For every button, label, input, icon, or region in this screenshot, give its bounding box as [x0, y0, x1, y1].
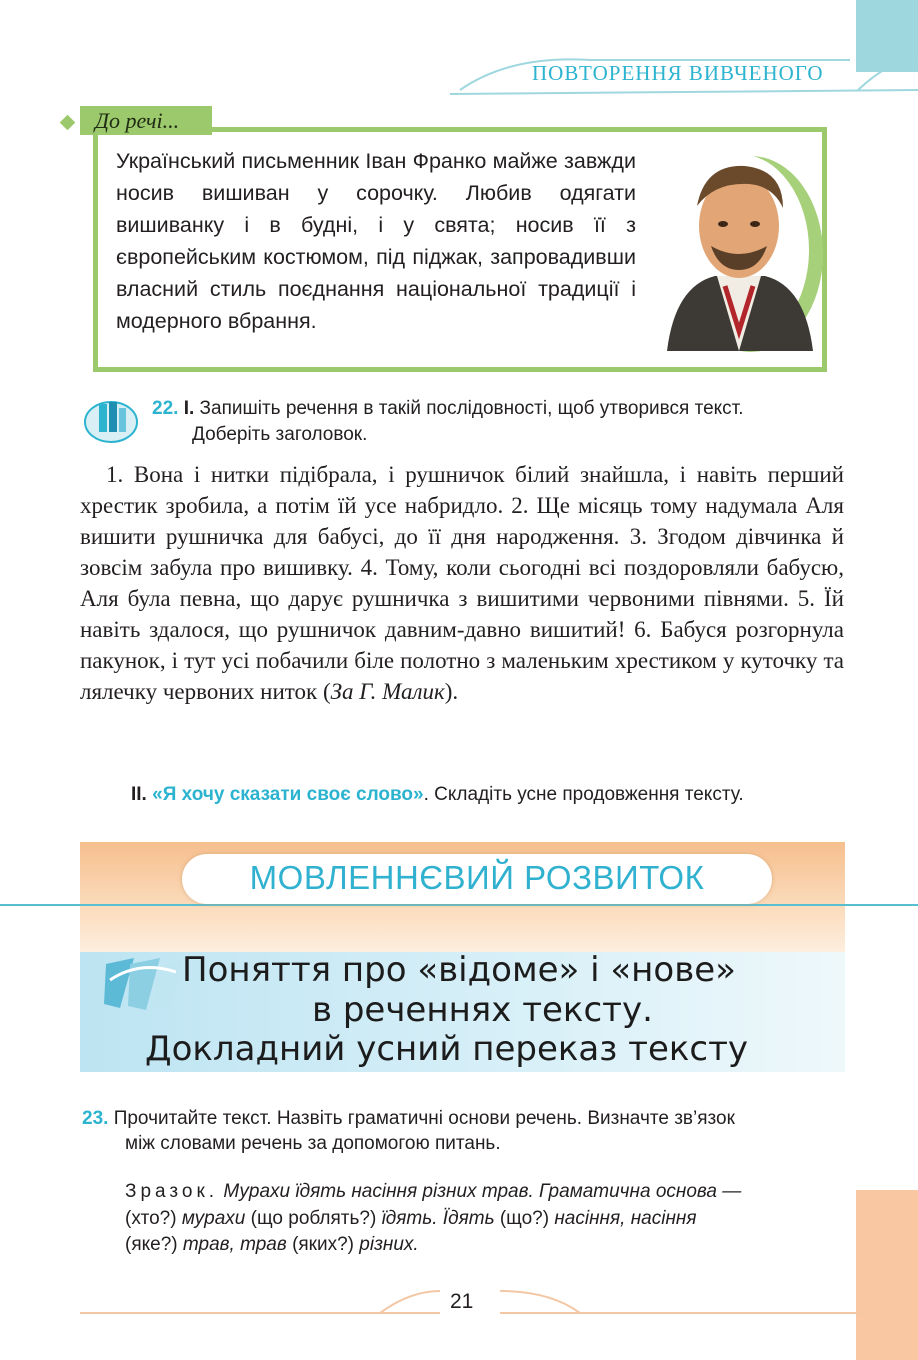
part-label: ІІ.	[131, 784, 147, 805]
word: насіння, насіння	[554, 1208, 697, 1229]
portrait-ivan-franko	[655, 146, 825, 356]
sample-text: Мурахи їдять насіння різних трав. Граматична основа —	[223, 1181, 742, 1202]
word: різних.	[359, 1234, 419, 1255]
story-end: ).	[444, 679, 459, 704]
exercise-22-part2	[131, 784, 744, 806]
exercise-23-task	[82, 1108, 735, 1130]
exercise-22-task	[152, 398, 744, 420]
section-title: ПОВТОРЕННЯ ВИВЧЕНОГО	[532, 61, 824, 85]
word: їдять. Їдять	[381, 1208, 495, 1229]
story-text: 1. Вона і нитки підібрала, і рушничок білий знайшла, і навіть перший хрестик зробила, а потім їй усе набридло. 2. Ще місяць тому надумала Аля вишити рушничка для бабусі, до її дня народження. 3. Згодом дівчинка й зовсім забула про вишивку. 4. Тому, коли сьогодні всі поздоровляли бабусю, Аля була певна, що дарує рушничка з вишитими червоними півнями. 5. Їй навіть здалося, що рушничок давним-давно вишитий! 6. Бабуся розгорнула пакунок, і тут усі побачили біле полотно з маленьким хрестиком у куточку та лялечку червоних ниток (	[80, 462, 844, 704]
question: (яке?)	[125, 1234, 178, 1255]
banner-divider	[0, 904, 918, 906]
topic-marker-icon	[100, 950, 184, 1016]
exercise-22-text	[80, 459, 844, 707]
part2-text: . Складіть усне продовження тексту.	[423, 784, 744, 805]
task-text-line2: Доберіть заголовок.	[192, 424, 368, 445]
topic-title-line3: Докладний усний переказ тексту	[145, 1029, 749, 1069]
corner-decoration-bottom	[856, 1190, 918, 1360]
story-source: За Г. Малик	[330, 679, 445, 704]
question: (що?)	[499, 1208, 550, 1229]
sample-line3	[125, 1234, 419, 1256]
question: (хто?)	[125, 1208, 177, 1229]
diamond-icon	[60, 115, 76, 131]
word: мурахи	[181, 1208, 246, 1229]
sample-line1	[125, 1181, 741, 1203]
banner-title: МОВЛЕННЄВИЙ РОЗВИТОК	[249, 859, 705, 896]
task-text-line1: Запишіть речення в такій послідовності, щоб утворився текст.	[199, 398, 744, 419]
fact-text: Український письменник Іван Франко майже завжди носив вишиван у сорочку. Любив одягати вишиванку і в будні, і у свята; носив її з європейським костюмом, під піджак, запровадивши власний стиль поєднання національної традиції і модерного вбрання.	[116, 149, 636, 333]
part-label: І.	[183, 398, 195, 419]
task-text-line2: між словами речень за допомогою питань.	[125, 1133, 501, 1154]
question: (яких?)	[292, 1234, 354, 1255]
topic-title-line2: в реченнях тексту.	[312, 990, 653, 1030]
question: (що роблять?)	[250, 1208, 377, 1229]
part2-highlight: «Я хочу сказати своє слово»	[152, 784, 424, 805]
page-number: 21	[450, 1290, 474, 1313]
topic-title-line1: Поняття про «відоме» і «нове»	[182, 950, 736, 990]
exercise-number: 23.	[82, 1108, 109, 1129]
word: трав, трав	[182, 1234, 287, 1255]
sample-label: Зразок.	[125, 1181, 219, 1202]
task-text-line1: Прочитайте текст. Назвіть граматичні основи речень. Визначте зв’язок	[113, 1108, 735, 1129]
books-icon	[83, 394, 139, 444]
fact-tag-label: До речі...	[95, 108, 180, 133]
sample-line2	[125, 1208, 697, 1230]
exercise-number: 22.	[152, 398, 179, 419]
